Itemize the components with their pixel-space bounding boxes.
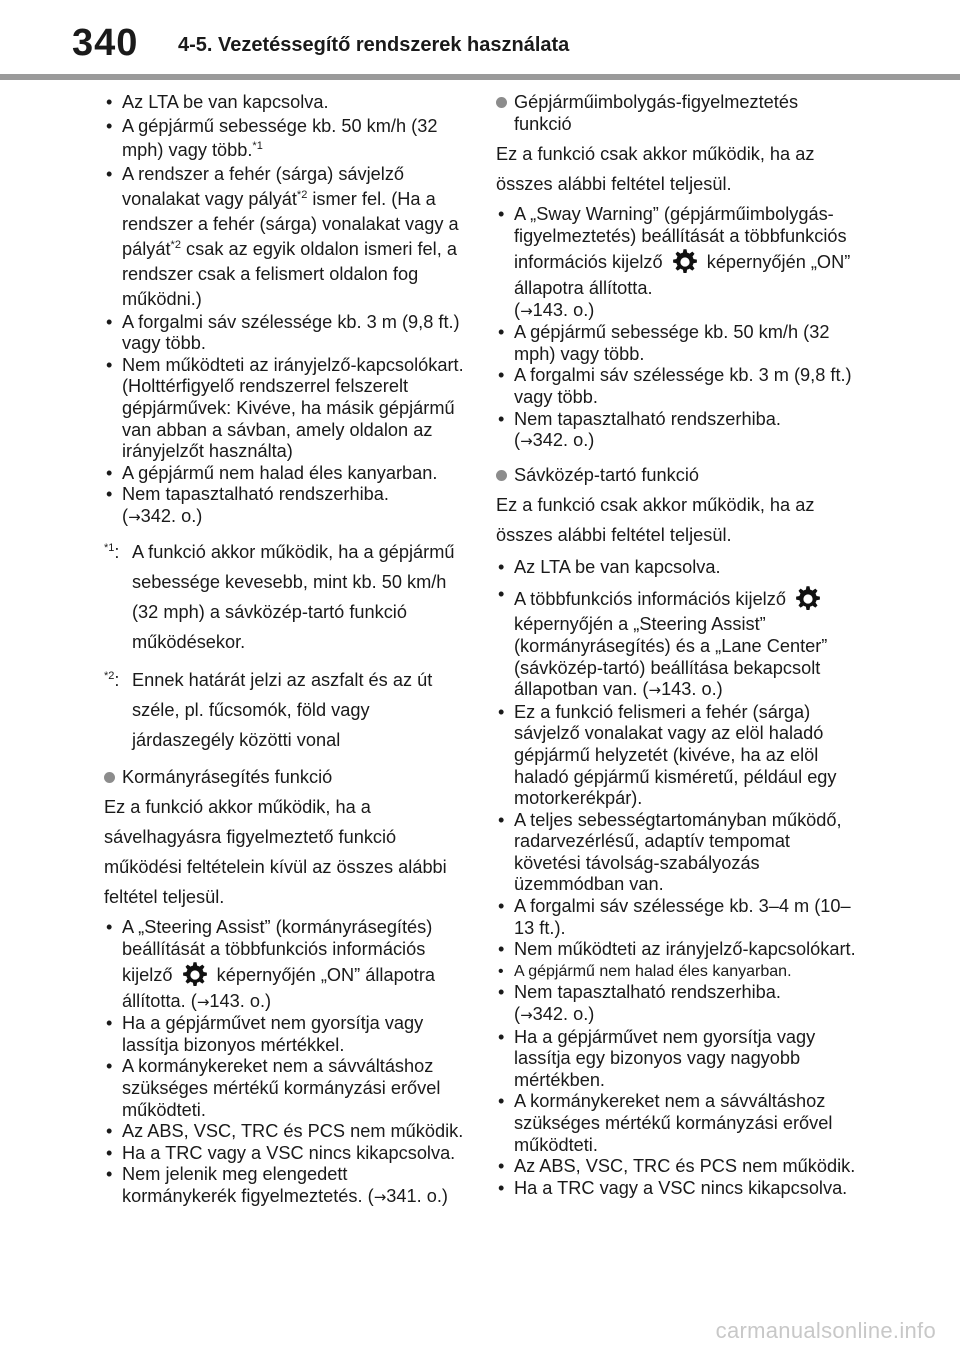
header-rule (0, 74, 960, 80)
list-item: • Nem jelenik meg elengedett kormánykerék figyelmeztetés. (→341. o.) (104, 1164, 466, 1208)
bullet-circle-icon (104, 772, 115, 783)
left-column (104, 92, 466, 1208)
list-item: • Nem működteti az irányjelző-kapcsolókart. (Holttérfigyelő rendszerrel felszerelt gépjárművek: Kivéve, ha másik gépjármű van abban a sávban, amely oldalon az irányjelzőt használta) (104, 355, 466, 463)
bullet-circle-icon (496, 97, 507, 108)
list-item: • Az ABS, VSC, TRC és PCS nem működik. (104, 1121, 466, 1143)
list-item: • A gépjármű sebessége kb. 50 km/h (32 mph) vagy több. (496, 322, 856, 365)
list-item: • A gépjármű nem halad éles kanyarban. (496, 961, 856, 983)
lda-conditions-list (104, 92, 466, 529)
gear-icon (793, 584, 823, 614)
section-intro: Ez a funkció csak akkor működik, ha az összes alábbi feltétel teljesül. (496, 495, 815, 546)
list-item: • Nem tapasztalható rendszerhiba. (→342. o.) (104, 484, 466, 528)
list-item: • Ha a gépjárművet nem gyorsítja vagy lassítja egy bizonyos vagy nagyobb mértékben. (496, 1027, 856, 1092)
list-item: • A többfunkciós információs kijelző képernyőjén a „Steering Assist” (kormányrásegítés) és a „Lane Center” (sávközép-tartó) beállítása bekapcsolt állapotban van. (→143. o.) (496, 584, 856, 701)
page-number: 340 (72, 22, 139, 64)
list-item: • A kormánykereket nem a sávváltáshoz szükséges mértékű kormányzási erővel működteti. (104, 1056, 466, 1121)
list-item: • Ha a TRC vagy a VSC nincs kikapcsolva. (104, 1143, 466, 1165)
list-item: • Az LTA be van kapcsolva. (104, 92, 466, 114)
list-item: • Nem tapasztalható rendszerhiba. (→342. o.) (496, 409, 856, 453)
section-intro: Ez a funkció csak akkor működik, ha az összes alábbi feltétel teljesül. (496, 144, 815, 195)
chapter-title: 4-5. Vezetéssegítő rendszerek használata (178, 34, 570, 56)
lane-center-list (496, 554, 856, 1199)
list-item: • A teljes sebességtartományban működő, radarvezérlésű, adaptív tempomat követési távolság-szabályozás üzemmódban van. (496, 810, 856, 896)
list-item: • A forgalmi sáv szélessége kb. 3 m (9,8 ft.) vagy több. (104, 312, 466, 355)
section-intro: Ez a funkció akkor működik, ha a sávelhagyásra figyelmeztető funkció működési feltételein kívül az összes alábbi feltétel teljesül. (104, 797, 447, 908)
list-item: • A gépjármű sebessége kb. 50 km/h (32 mph) vagy több.$^{*1}$ (104, 114, 466, 162)
list-item: • A kormánykereket nem a sávváltáshoz szükséges mértékű kormányzási erővel működteti. (496, 1091, 856, 1156)
sway-warning-list (496, 203, 856, 453)
list-item: • Az ABS, VSC, TRC és PCS nem működik. (496, 1156, 856, 1178)
arrow-icon: → (128, 507, 141, 526)
list-item: • Ez a funkció felismeri a fehér (sárga) sávjelző vonalakat vagy az elöl haladó gépjármű helyzetét (kivéve, ha az elöl haladó gépjármű kisméretű, például egy motorkerékpár). (496, 702, 856, 810)
footnote-1: $^{*1}$: A funkció akkor működik, ha a gépjármű sebessége kevesebb, mint kb. 50 km/h (32 mph) a sávközép-tartó funkció működésekor. (104, 541, 455, 652)
list-item: • A forgalmi sáv szélessége kb. 3 m (9,8 ft.) vagy több. (496, 365, 856, 408)
section-heading: Sávközép-tartó funkció (496, 465, 856, 487)
list-item: • Nem működteti az irányjelző-kapcsolókart. (496, 939, 856, 961)
list-item: • Ha a gépjárművet nem gyorsítja vagy lassítja bizonyos mértékkel. (104, 1013, 466, 1056)
list-item: • A gépjármű nem halad éles kanyarban. (104, 463, 466, 485)
list-item: • A rendszer a fehér (sárga) sávjelző vonalakat vagy pályát$^{*2}$ ismer fel. (Ha a rendszer a fehér (sárga) vonalakat vagy a pályát$^{*2}$ csak az egyik oldalon ismeri fel, a rendszer csak a felismert oldalon fog működni.) (104, 162, 466, 312)
gear-icon (180, 960, 210, 990)
right-column (496, 92, 856, 1199)
list-item: • Nem tapasztalható rendszerhiba. (→342. o.) (496, 982, 856, 1026)
bullet-circle-icon (496, 470, 507, 481)
page-header (0, 0, 960, 84)
watermark: carmanualsonline.info (715, 1318, 936, 1343)
footnote-2: $^{*2}$: Ennek határát jelzi az aszfalt és az út széle, pl. fűcsomók, föld vagy járdaszegély közötti vonal (104, 669, 433, 750)
steering-assist-list (104, 916, 466, 1208)
list-item: • Ha a TRC vagy a VSC nincs kikapcsolva. (496, 1178, 856, 1200)
footnote-marker-1: *1 (252, 139, 263, 152)
gear-icon (670, 247, 700, 277)
list-item: • A forgalmi sáv szélessége kb. 3–4 m (10–13 ft.). (496, 896, 856, 939)
list-item: • Az LTA be van kapcsolva. (496, 554, 856, 580)
section-heading: Gépjárműimbolygás-figyelmeztetés funkció (496, 92, 856, 135)
list-item: • A „Steering Assist” (kormányrásegítés) beállítását a többfunkciós információs kijelző képernyőjén „ON” állapotra állította. (→143. o.) (104, 916, 466, 1013)
section-heading: Kormányrásegítés funkció (104, 767, 466, 789)
list-item: • A „Sway Warning” (gépjárműimbolygás-figyelmeztetés) beállítását a többfunkciós információs kijelző képernyőjén „ON” állapotra állította. (→143. o.) (496, 203, 856, 322)
